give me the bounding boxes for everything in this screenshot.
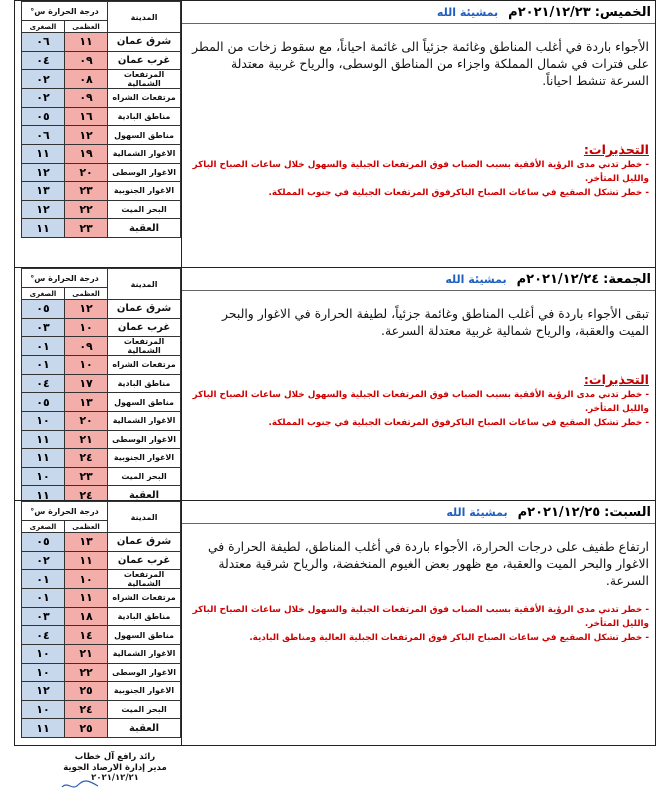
day-section-friday	[15, 267, 655, 500]
max-temperature: ١٦	[65, 107, 108, 126]
table-row	[22, 551, 181, 570]
max-temperature: ٢١	[65, 644, 108, 663]
city-name: الاغوار الوسطى	[108, 430, 181, 449]
wish-text: بمشيئة الله	[436, 5, 499, 19]
table-row	[22, 430, 181, 449]
table-row	[22, 70, 181, 89]
min-temperature: ١١	[22, 719, 65, 738]
city-name: الاغوار الجنوبية	[108, 682, 181, 701]
city-name: المرتفعات الشمالية	[108, 337, 181, 356]
min-temperature: ٠٤	[22, 374, 65, 393]
table-row	[22, 89, 181, 108]
max-temperature: ٢٢	[65, 200, 108, 219]
max-temperature: ٢٤	[65, 700, 108, 719]
table-row	[22, 533, 181, 552]
day-text	[181, 268, 655, 500]
signature-date: ٢٠٢١/١٢/٢١	[91, 773, 139, 783]
table-row	[22, 719, 181, 738]
table-row	[22, 393, 181, 412]
temperature-table	[21, 501, 181, 738]
table-row	[22, 607, 181, 626]
table-row	[22, 200, 181, 219]
min-temperature: ١٠	[22, 644, 65, 663]
day-header	[182, 1, 655, 24]
city-name: شرق عمان	[108, 33, 181, 52]
city-name: المرتفعات الشمالية	[108, 70, 181, 89]
forecast-text: تبقى الأجواء باردة في أغلب المناطق وغائمة جزئياً، لطيفة الحرارة في الاغوار والبحر الميت والعقبة، والرياح شمالية غربية معتدلة السرعة.	[222, 306, 649, 338]
min-temperature: ١١	[22, 486, 65, 505]
max-temperature: ١١	[65, 33, 108, 52]
max-temperature: ٢٤	[65, 486, 108, 505]
min-temperature: ١١	[22, 449, 65, 468]
table-row	[22, 33, 181, 52]
day-section-thursday	[15, 1, 655, 267]
min-temperature: ١٣	[22, 182, 65, 201]
table-row	[22, 570, 181, 589]
city-name: مناطق البادية	[108, 374, 181, 393]
city-name: شرق عمان	[108, 300, 181, 319]
max-temperature: ١٧	[65, 374, 108, 393]
min-temperature: ٠١	[22, 337, 65, 356]
day-header	[182, 268, 655, 291]
day-name: السبت:	[604, 504, 651, 520]
min-temperature: ٠٦	[22, 33, 65, 52]
max-header: العظمى	[65, 21, 108, 33]
table-row	[22, 144, 181, 163]
signatory-title: مدير إدارة الارصاد الجوية	[63, 762, 167, 773]
temperature-header: درجة الحرارة س°	[22, 502, 108, 521]
city-column-header: المدينة	[108, 269, 181, 300]
city-name: مرتفعات الشراه	[108, 356, 181, 375]
min-temperature: ٠١	[22, 589, 65, 608]
max-temperature: ٠٨	[65, 70, 108, 89]
city-name: العقبة	[108, 486, 181, 505]
max-temperature: ٢٤	[65, 449, 108, 468]
signatory-name: رائد رافع آل خطاب	[74, 752, 156, 762]
warning-item: - خطر تشكل الصقيع في ساعات الصباح الباكرفوق المرتفعات الجبلية في جنوب المملكة.	[268, 418, 649, 428]
wish-text: بمشيئة الله	[445, 272, 507, 286]
table-row	[22, 219, 181, 238]
day-section-saturday	[15, 500, 655, 745]
city-column-header: المدينة	[108, 2, 181, 33]
temperature-table	[21, 268, 181, 505]
max-temperature: ٢٥	[65, 719, 108, 738]
city-name: الاغوار الشمالية	[108, 644, 181, 663]
max-temperature: ١٢	[65, 300, 108, 319]
min-temperature: ١٢	[22, 200, 65, 219]
day-date: ٢٠٢١/١٢/٢٤م	[516, 271, 600, 287]
min-temperature: ٠٤	[22, 51, 65, 70]
city-name: الاغوار الوسطى	[108, 163, 181, 182]
min-temperature: ٠٢	[22, 89, 65, 108]
city-name: مناطق السهول	[108, 626, 181, 645]
day-date: ٢٠٢١/١٢/٢٣م	[508, 4, 591, 20]
min-header: الصغرى	[22, 288, 65, 300]
max-temperature: ١٣	[65, 533, 108, 552]
city-name: مناطق السهول	[108, 126, 181, 145]
max-temperature: ١٠	[65, 356, 108, 375]
city-name: مناطق البادية	[108, 107, 181, 126]
day-text	[181, 1, 655, 267]
forecast-text: الأجواء باردة في أغلب المناطق وغائمة جزئياً الى غائمة احياناً، مع سقوط زخات من المطر على فترات في شمال المملكة واجزاء من المناطق الوسطى، والرياح غربية معتدلة السرعة تنشط احياناً.	[192, 39, 649, 88]
warning-item: - خطر تدني مدى الرؤية الأفقية بسبب الضباب فوق المرتفعات الجبلية والسهول خلال ساعات الصباح الباكر والليل المتأخر.	[192, 390, 649, 414]
max-temperature: ٠٩	[65, 51, 108, 70]
warning-item: - خطر تشكل الصقيع في ساعات الصباح الباكرفوق المرتفعات الجبلية في جنوب المملكة.	[268, 188, 649, 198]
table-row	[22, 107, 181, 126]
city-name: البحر الميت	[108, 200, 181, 219]
signature-scribble-icon	[60, 778, 100, 792]
temperature-table-box	[21, 268, 181, 500]
temperature-header: درجة الحرارة س°	[22, 269, 108, 288]
warning-item: - خطر تدني مدى الرؤية الأفقية بسبب الضباب فوق المرتفعات الجبلية والسهول خلال ساعات الصباح الباكر والليل المتأخر.	[192, 160, 649, 184]
max-temperature: ١٢	[65, 126, 108, 145]
max-temperature: ١٠	[65, 570, 108, 589]
table-row	[22, 182, 181, 201]
max-temperature: ١١	[65, 589, 108, 608]
day-text	[181, 501, 655, 745]
max-temperature: ٢٠	[65, 411, 108, 430]
signature-block	[60, 752, 170, 784]
table-row	[22, 682, 181, 701]
min-temperature: ١٠	[22, 700, 65, 719]
table-row	[22, 411, 181, 430]
max-temperature: ٠٩	[65, 89, 108, 108]
city-name: الاغوار الجنوبية	[108, 449, 181, 468]
table-row	[22, 126, 181, 145]
city-name: البحر الميت	[108, 467, 181, 486]
table-row	[22, 337, 181, 356]
min-temperature: ١٠	[22, 467, 65, 486]
min-temperature: ٠٢	[22, 70, 65, 89]
city-name: غرب عمان	[108, 551, 181, 570]
min-temperature: ١٠	[22, 663, 65, 682]
max-temperature: ٢٢	[65, 663, 108, 682]
min-temperature: ٠٣	[22, 607, 65, 626]
day-date: ٢٠٢١/١٢/٢٥م	[517, 504, 601, 520]
forecast-text: ارتفاع طفيف على درجات الحرارة، الأجواء باردة في أغلب المناطق، لطيفة الحرارة في الاغوار والبحر الميت والعقبة، مع ظهور بعض الغيوم المنخفضة، والرياح شرقية معتدلة السرعة.	[207, 539, 649, 588]
max-temperature: ٢٣	[65, 182, 108, 201]
min-header: الصغرى	[22, 21, 65, 33]
table-row	[22, 356, 181, 375]
min-temperature: ١١	[22, 144, 65, 163]
city-name: مناطق السهول	[108, 393, 181, 412]
table-row	[22, 644, 181, 663]
temperature-table-box	[21, 501, 181, 745]
min-temperature: ٠٥	[22, 393, 65, 412]
max-temperature: ٢٥	[65, 682, 108, 701]
max-temperature: ٢٠	[65, 163, 108, 182]
city-name: الاغوار الشمالية	[108, 144, 181, 163]
max-header: العظمى	[65, 521, 108, 533]
min-temperature: ٠٥	[22, 107, 65, 126]
city-name: الاغوار الوسطى	[108, 663, 181, 682]
table-row	[22, 663, 181, 682]
min-temperature: ٠٦	[22, 126, 65, 145]
min-temperature: ٠٥	[22, 533, 65, 552]
city-name: العقبة	[108, 219, 181, 238]
max-temperature: ٢٣	[65, 219, 108, 238]
min-temperature: ٠٥	[22, 300, 65, 319]
max-temperature: ١٩	[65, 144, 108, 163]
city-name: غرب عمان	[108, 51, 181, 70]
table-row	[22, 163, 181, 182]
min-temperature: ٠٤	[22, 626, 65, 645]
table-row	[22, 626, 181, 645]
max-temperature: ٢١	[65, 430, 108, 449]
day-header	[182, 501, 655, 524]
temperature-table	[21, 1, 181, 238]
city-name: مناطق البادية	[108, 607, 181, 626]
min-temperature: ١٢	[22, 682, 65, 701]
warnings-title: التحذيرات:	[583, 372, 649, 387]
min-header: الصغرى	[22, 521, 65, 533]
table-row	[22, 700, 181, 719]
table-row	[22, 300, 181, 319]
min-temperature: ١٢	[22, 163, 65, 182]
min-temperature: ٠٣	[22, 318, 65, 337]
max-temperature: ٠٩	[65, 337, 108, 356]
temperature-header: درجة الحرارة س°	[22, 2, 108, 21]
max-temperature: ١٨	[65, 607, 108, 626]
city-name: مرتفعات الشراه	[108, 89, 181, 108]
min-temperature: ٠١	[22, 356, 65, 375]
city-name: المرتفعات الشمالية	[108, 570, 181, 589]
max-temperature: ١٤	[65, 626, 108, 645]
min-temperature: ٠١	[22, 570, 65, 589]
min-temperature: ٠٢	[22, 551, 65, 570]
min-temperature: ١١	[22, 219, 65, 238]
city-name: الاغوار الجنوبية	[108, 182, 181, 201]
temperature-table-box	[21, 1, 181, 267]
wish-text: بمشيئة الله	[446, 505, 508, 519]
max-temperature: ١٠	[65, 318, 108, 337]
warning-item: - خطر تشكل الصقيع في ساعات الصباح الباكر فوق المرتفعات الجبلية العالية ومناطق البادية.	[249, 633, 649, 643]
day-name: الخميس:	[594, 4, 651, 20]
city-name: الاغوار الشمالية	[108, 411, 181, 430]
max-temperature: ١١	[65, 551, 108, 570]
min-temperature: ١٠	[22, 411, 65, 430]
warnings-title: التحذيرات:	[583, 142, 649, 157]
table-row	[22, 449, 181, 468]
table-row	[22, 589, 181, 608]
table-row	[22, 374, 181, 393]
max-temperature: ١٣	[65, 393, 108, 412]
max-header: العظمى	[65, 288, 108, 300]
forecast-sheet	[14, 0, 656, 746]
city-column-header: المدينة	[108, 502, 181, 533]
city-name: البحر الميت	[108, 700, 181, 719]
city-name: العقبة	[108, 719, 181, 738]
max-temperature: ٢٣	[65, 467, 108, 486]
table-row	[22, 318, 181, 337]
city-name: مرتفعات الشراه	[108, 589, 181, 608]
table-row	[22, 467, 181, 486]
min-temperature: ١١	[22, 430, 65, 449]
day-name: الجمعة:	[603, 271, 651, 287]
city-name: غرب عمان	[108, 318, 181, 337]
table-row	[22, 51, 181, 70]
warning-item: - خطر تدني مدى الرؤية الأفقية بسبب الضباب فوق المرتفعات الجبلية والسهول خلال ساعات الصباح الباكر والليل المتأخر.	[192, 605, 649, 629]
city-name: شرق عمان	[108, 533, 181, 552]
